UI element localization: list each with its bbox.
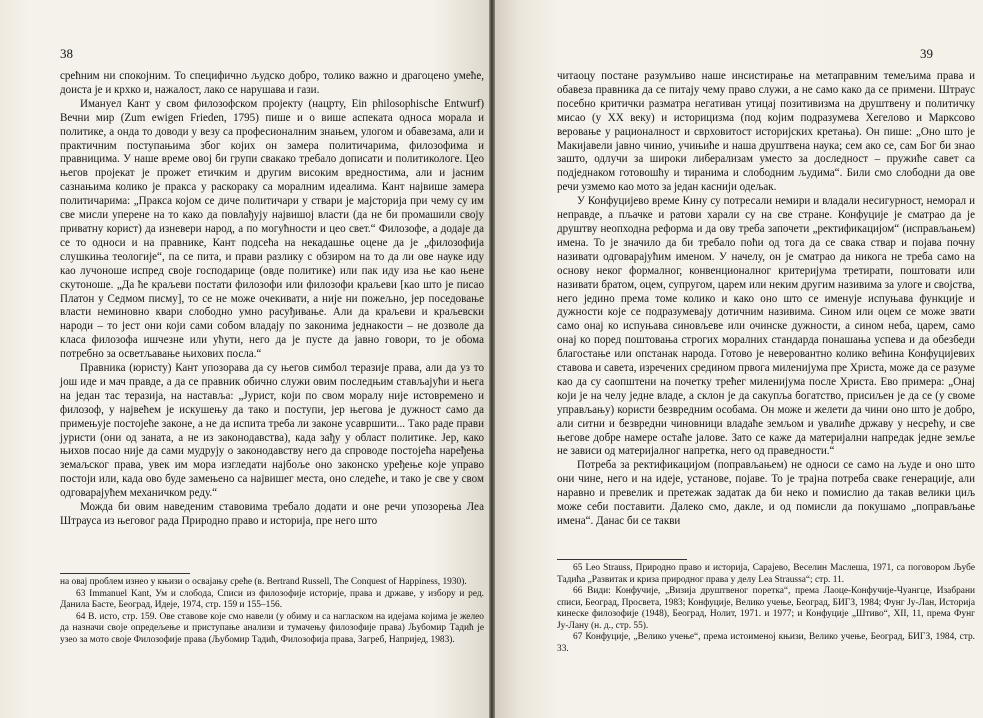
paragraph: У Конфуцијево време Кину су потресали немири и владали несигурност, неморал и неправде, а пљачке и ратови харали су на све стране. Конфуције је сматрао да је друштву неопходна реформа и да ову треба започети „ректификацијом“ (исправљањем) имена. То је значило да би требало поћи од тога да се свака ствар и појава почну називати одговарајућим именом. У начелу, он је сматрао да никога не треба само на основу неког формалног, конвенционалног критеријума третирати, поштовати или називати братом, оцем, супругом, царем или неким другим називима за улоге и својства, него једино према томе колико и како оно што се именује испуњава функције и дужности које се подразумевају дотичним називима. Сином или оцем се може звати само онај ко испуњава синовљеве или очинске дужности, а сином неба, царем, само онај ко поред поштовања строгих моралних стандарда понашања успева и да обезбеди благостање или опстанак народа. Готово је неверовантно колико већина Конфуцијевих ставова и савета, изречених средином првога миленијума пре Христа, може да се разуме као да су саопштени на почетку трећег миленијума после Христа. Ево примера: „Онај који је на челу једне владе, а склон је да сакупља богатство, присиљен је да се (у своме управљању) користи безвредним особама. Он може и желети да чини оно што је добро, али ситни и безвредни чиновници владаће земљом и увалиће државу у несрећу, и све његове добре намере остаће јалове. Зато се каже да материјални напредак једне земље не зависи од материјалног напретка, него од праведности.“ <box>557 195 975 458</box>
footnote-divider <box>60 573 190 574</box>
right-page <box>491 0 983 718</box>
footnotes-right <box>557 554 975 655</box>
paragraph: читаоцу постане разумљиво наше инсистирање на метаправним темељима права и обавеза правника да се питају чему право служи, а не само како да се примени. Штраус посебно критички разматра негативан утицај позитивизма на друштвену и политичку мисао (у XX веку) и историцизма (под којим подразумева Хегелово и Марксово веровање у рационалност и сврховитост историјских кретања). Он пише: „Оно што је Макијавели јавно чинио, учињиће и наша друштвена наука; сем ако се, сам Бог би знао зашто, одлучи за широки либерализам уместо за доследност – пружиће савет са подједнаком готовошћу и тиранима и слободним људима“. Били смо слободни да ове речи узмемо као мото за један каснији одељак. <box>557 70 975 194</box>
paragraph: Правника (юристу) Кант упозорава да су његов симбол теразије права, али да уз то још иде и мач правде, а да се правник обично служи овим последњим стављајући и њега на један тас теразија, на наставља: „Јурист, који по свом моралу није истовремено и филозоф, у највећем је искушењу да тако и поступи, јер његова је дужност само да примењује постојеће законе, а не да испита треба ли законе усавршити... Тако раде прави јуристи (они од заната, а не из законодавства), када зађу у област политике. Јер, како њихов посао није да сами мудрују о законодавству него да спроводе постојећа наређења земаљског права, увек им мора изгледати најбоље оно законско уређење које управо постоји или, када ово буде замењено са највишег места, оно следеће, и тако је све у свом одговарајућем механичком реду.“ <box>60 362 484 500</box>
footnote: 64 В. исто, стр. 159. Ове ставове које смо навели (у обиму и са нагласком на идејама којима је желео да назначи своје опредељење и приступање анализи и тумачењу филозофије права) Љубомир Тадић је узео за мото своје Филозофије права (Љубомир Тадић, Филозофија права, Загреб, Напријед, 1983). <box>60 611 484 645</box>
footnote: 66 Види: Конфучије, „Визија друштвеног поретка“, према Лаоце-Конфучије-Чуангце, Изабрани списи, Београд, Просвета, 1983; Конфуције, Велико учење, Београд, БИГЗ, 1984; Фунг Ју-Лан, Историја кинеске филозофије (1948), Београд, Нолит, 1971. и 1977; и Конфуције „Штиво“, XII, 11, према Фунг Ју-Лану (н. д., стр. 55). <box>557 586 975 631</box>
left-page <box>0 0 491 718</box>
footnote: 67 Конфуције, „Велико учење“, према истоименој књизи, Велико учење, Београд, БИГЗ, 1984, стр. 33. <box>557 632 975 654</box>
page-number-left: 38 <box>60 46 73 61</box>
page-number-right: 39 <box>920 46 933 61</box>
right-page-body <box>557 70 975 529</box>
paragraph: срећним ни спокојним. То специфично људско добро, толико важно и драгоцено умеће, доиста је и крхко и, нажалост, лако се нарушава и гази. <box>60 70 484 96</box>
footnote: 63 Immanuel Kant, Ум и слобода, Списи из филозофије историје, права и државе, у избору и ред. Данила Басте, Београд, Идеје, 1974, стр. 159 и 155–156. <box>60 588 484 610</box>
left-page-body <box>60 70 484 529</box>
paragraph: Потреба за ректификацијом (поправљањем) не односи се само на људе и оно што они чине, него и на идеје, установе, појаве. То је трајна потреба свакe генерације, али наравно и превелик и претежак задатак да би неко и помислио да такав велики циљ може себи поставити. Далеко смо, дакле, и од помисли да покушамо „поправљање имена“. Данас би се такви <box>557 459 975 527</box>
footnote-divider <box>557 559 687 560</box>
book-gutter <box>489 0 495 718</box>
paragraph: Имануел Кант у свом филозофском пројекту (нацрту, Ein philosophische Entwurf) Вечни мир (Zum ewigen Frieden, 1795) пише и о више аспеката односа морала и политике, а онда то доводи у везу са професионалним знањем, улогом и обавезама, али и практичним поступањима због којих он замера политичарима, филозофима и правницима. У наше време овој би групи свакако требало дописати и политикологе. Цео његов пројекат је прожет етичким и другим високим вредностима, али и јасним сазнањима колико је пракса у раскораку са моралним идеалима. Кант највише замера политичарима: „Пракса којом се диче политичари у ствари је мајсторија при чему су им све мисли уперене на то како да повлађују највишој власти (да не би промашили своју приватну корист) да изневери народ, а по могућности и цео свет.“ Филозофе, а додаје да се то односи и на правнике, Кант подсећа на некадашње оцене да је „филозофија слушкиња теологије“, па се пита, и прави разлику с обзиром на то да ли ове науке иду као лучоноше испред своје господарице (овде политике) или пак иду иза ње као њене скутоноше. „Да ће краљеви постати филозофи или филозофи краљеви [као што је писао Платон у Седмом писму], то се не може очекивати, а није ни пожељно, јер поседовање власти неминовно квари слободно умно расуђивање. Али да краљеви и краљевски народи – то јест они који сами собом владају по законима једнакости – не дозволе да класа филозофа ишчезне или ућути, него да је пусте да јавно говори, то је обома потребно за осветљавање њихових посла.“ <box>60 97 484 361</box>
footnote: 65 Leo Strauss, Природно право и историја, Сарајево, Веселин Маслеша, 1971, са поговором Љубе Тадића „Развитак и криза природног права у делу Lea Straussa“; стр. 11. <box>557 563 975 585</box>
footnote: на овај проблем изнео у књизи о освајању среће (в. Bertrand Russell, The Conquest of Happiness, 1930). <box>60 577 467 587</box>
paragraph: Можда би овим наведеним ставовима требало додати и оне речи упозорења Леа Штрауса из његовог рада Природно право и историја, пре него што <box>60 501 484 527</box>
footnotes-left <box>60 568 484 646</box>
